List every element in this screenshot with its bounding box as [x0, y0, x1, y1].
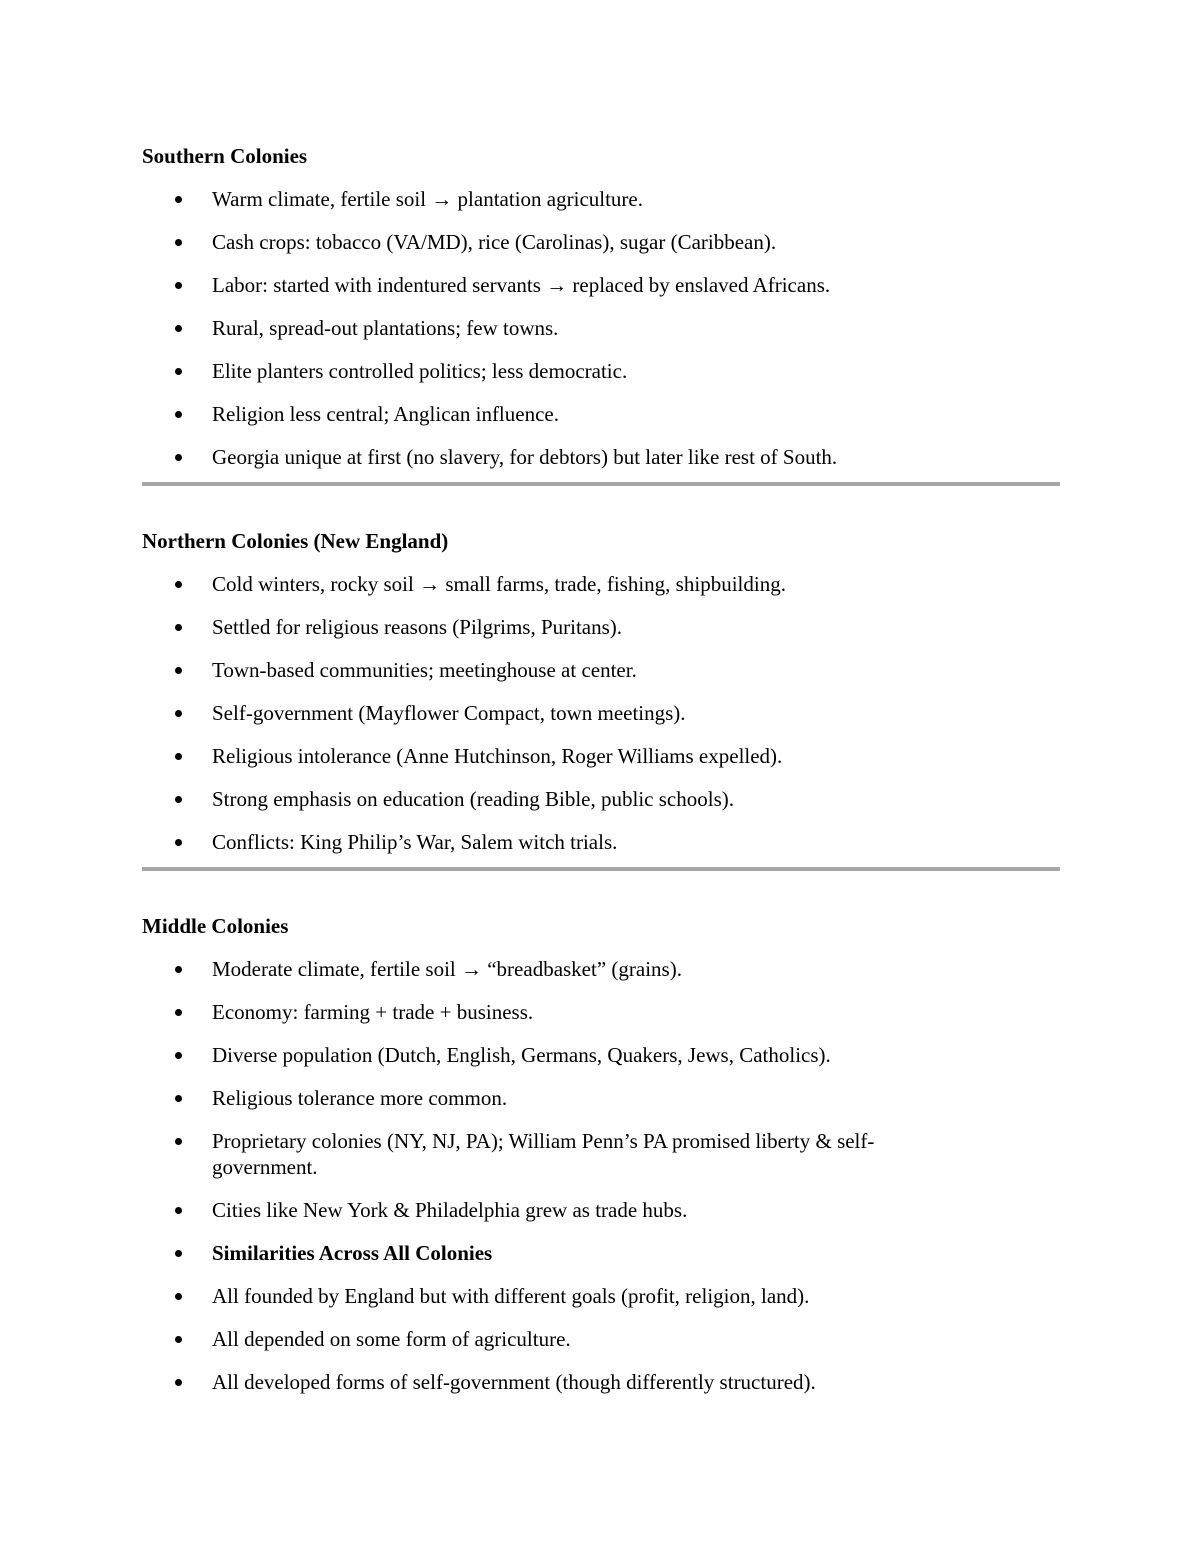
bullet-icon	[175, 1052, 182, 1059]
list-item: Religious tolerance more common.	[142, 1085, 1060, 1111]
bullet-icon	[175, 1009, 182, 1016]
list-item: Georgia unique at first (no slavery, for debtors) but later like rest of South.	[142, 444, 1060, 470]
bullet-icon	[175, 1379, 182, 1386]
horizontal-divider	[142, 867, 1060, 871]
bullet-icon	[175, 239, 182, 246]
bullet-icon	[175, 710, 182, 717]
list-item: Religious intolerance (Anne Hutchinson, Roger Williams expelled).	[142, 743, 1060, 769]
list-item: Self-government (Mayflower Compact, town meetings).	[142, 700, 1060, 726]
list-item-subheading: Similarities Across All Colonies	[142, 1240, 1060, 1266]
bullet-icon	[175, 411, 182, 418]
bullet-icon	[175, 282, 182, 289]
bullet-icon	[175, 1207, 182, 1214]
section-heading: Southern Colonies	[142, 144, 308, 168]
list-item: Elite planters controlled politics; less democratic.	[142, 358, 1060, 384]
horizontal-divider	[142, 482, 1060, 486]
list-item: Moderate climate, fertile soil → “breadbasket” (grains).	[142, 956, 1060, 982]
bullet-icon	[175, 667, 182, 674]
list-item: Rural, spread-out plantations; few towns.	[142, 315, 1060, 341]
list-item: Diverse population (Dutch, English, Germans, Quakers, Jews, Catholics).	[142, 1042, 1060, 1068]
section-middle-colonies	[142, 913, 1060, 1395]
list-item: Cities like New York & Philadelphia grew as trade hubs.	[142, 1197, 1060, 1223]
section-heading: Middle Colonies	[142, 914, 289, 938]
list-item: Conflicts: King Philip’s War, Salem witch trials.	[142, 829, 1060, 855]
list-item: All depended on some form of agriculture.	[142, 1326, 1060, 1352]
bullet-list	[142, 571, 1060, 855]
bullet-icon	[175, 196, 182, 203]
list-item: Cash crops: tobacco (VA/MD), rice (Carolinas), sugar (Caribbean).	[142, 229, 1060, 255]
list-item: All founded by England but with different goals (profit, religion, land).	[142, 1283, 1060, 1309]
bullet-icon	[175, 753, 182, 760]
bullet-icon	[175, 1138, 182, 1145]
list-item: Economy: farming + trade + business.	[142, 999, 1060, 1025]
list-item: All developed forms of self-government (though differently structured).	[142, 1369, 1060, 1395]
bullet-list	[142, 956, 1060, 1395]
bullet-icon	[175, 839, 182, 846]
bullet-icon	[175, 581, 182, 588]
list-item: Settled for religious reasons (Pilgrims, Puritans).	[142, 614, 1060, 640]
bullet-icon	[175, 966, 182, 973]
bullet-icon	[175, 454, 182, 461]
list-item: Proprietary colonies (NY, NJ, PA); William Penn’s PA promised liberty & self-government.	[142, 1128, 1060, 1180]
bullet-icon	[175, 624, 182, 631]
list-item: Strong emphasis on education (reading Bible, public schools).	[142, 786, 1060, 812]
bullet-icon	[175, 368, 182, 375]
section-heading: Northern Colonies (New England)	[142, 529, 449, 553]
bullet-list	[142, 186, 1060, 470]
section-northern-colonies	[142, 528, 1060, 855]
list-item: Cold winters, rocky soil → small farms, trade, fishing, shipbuilding.	[142, 571, 1060, 597]
bullet-icon	[175, 796, 182, 803]
bullet-icon	[175, 1293, 182, 1300]
list-item: Town-based communities; meetinghouse at center.	[142, 657, 1060, 683]
list-item: Religion less central; Anglican influence.	[142, 401, 1060, 427]
bullet-icon	[175, 1336, 182, 1343]
bullet-icon	[175, 1095, 182, 1102]
list-item: Warm climate, fertile soil → plantation agriculture.	[142, 186, 1060, 212]
list-item: Labor: started with indentured servants → replaced by enslaved Africans.	[142, 272, 1060, 298]
bullet-icon	[175, 325, 182, 332]
bullet-icon	[175, 1250, 182, 1257]
section-southern-colonies	[142, 143, 1060, 470]
